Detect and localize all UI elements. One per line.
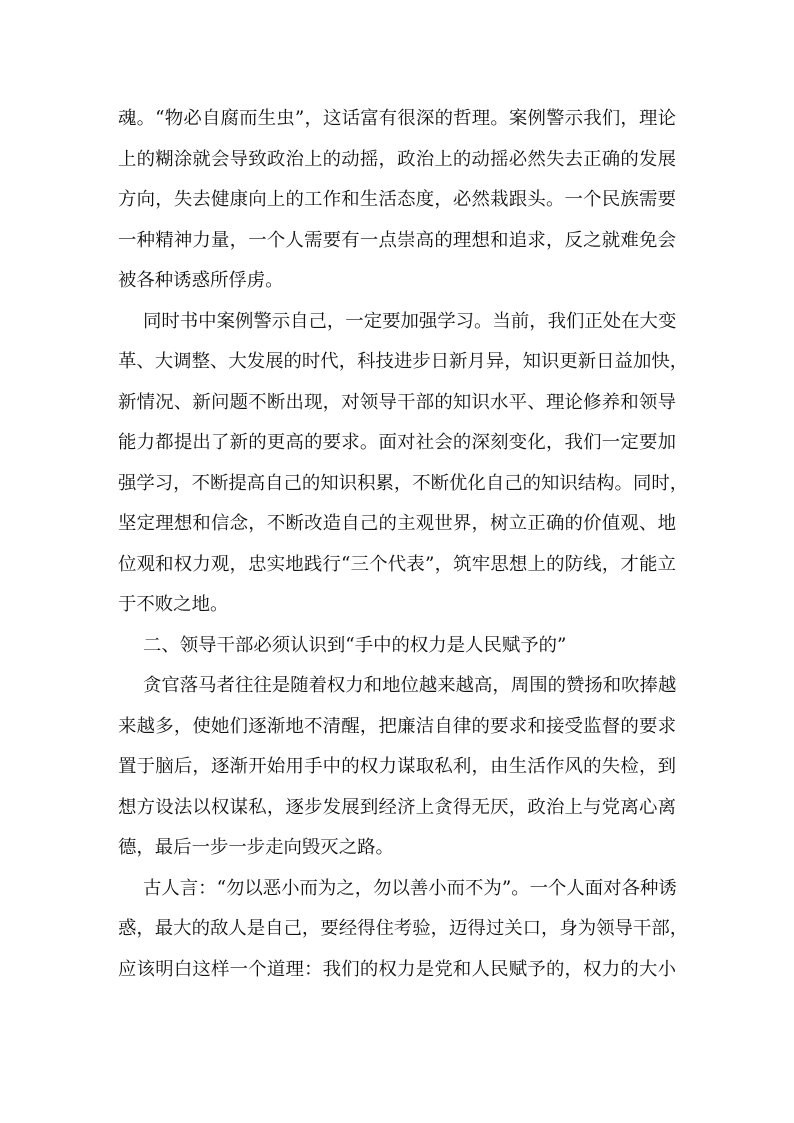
- text-line: 二、领导干部必须认识到“手中的权力是人民赋予的”: [143, 634, 567, 656]
- text-line: 方向，失去健康向上的工作和生活态度，必然栽跟头。一个民族需要: [118, 189, 676, 210]
- text-line: 被各种诱惑所俘虏。: [118, 270, 284, 291]
- text-line: 想方设法以权谋私，逐步发展到经济上贪得无厌，政治上与党离心离: [118, 796, 676, 818]
- text-line: 于不败之地。: [118, 594, 229, 615]
- text-line: 坚定理想和信念，不断改造自己的主观世界，树立正确的价值观、地: [118, 513, 676, 534]
- text-line: 能力都提出了新的更高的要求。面对社会的深刻变化，我们一定要加: [118, 432, 676, 453]
- text-line: 惑，最大的敌人是自己，要经得住考验，迈得过关口，身为领导干部，: [118, 918, 689, 939]
- paragraph: [118, 302, 689, 626]
- paragraph: [118, 666, 676, 869]
- text-line: 来越多，使她们逐渐地不清醒，把廉洁自律的要求和接受监督的要求: [118, 715, 676, 737]
- document-body: [118, 99, 689, 990]
- text-line: 古人言：“勿以恶小而为之，勿以善小而不为”。一个人面对各种诱: [143, 877, 677, 899]
- text-line: 新情况、新问题不断出现，对领导干部的知识水平、理论修养和领导: [118, 391, 676, 413]
- text-line: 强学习，不断提高自己的知识积累，不断优化自己的知识结构。同时，: [118, 472, 689, 494]
- text-line: 一种精神力量，一个人需要有一点崇高的理想和追求，反之就难免会: [118, 229, 676, 251]
- text-line: 置于脑后，逐渐开始用手中的权力谋取私利，由生活作风的失检，到: [118, 756, 676, 777]
- text-line: 应该明白这样一个道理：我们的权力是党和人民赋予的，权力的大小: [118, 958, 676, 980]
- text-line: 位观和权力观，忠实地践行“三个代表”，筑牢思想上的防线，才能立: [118, 553, 676, 575]
- paragraph: [118, 99, 676, 302]
- text-line: 魂。“物必自腐而生虫”，这话富有很深的哲理。案例警示我们，理论: [118, 108, 676, 129]
- text-line: 革、大调整、大发展的时代，科技进步日新月异，知识更新日益加快，: [118, 351, 689, 372]
- text-line: 同时书中案例警示自己，一定要加强学习。当前，我们正处在大变: [143, 310, 677, 332]
- paragraph: [118, 869, 689, 991]
- section-heading: [118, 626, 676, 667]
- text-line: 上的糊涂就会导致政治上的动摇，政治上的动摇必然失去正确的发展: [118, 148, 676, 170]
- text-line: 贪官落马者往往是随着权力和地位越来越高，周围的赞扬和吹捧越: [143, 675, 677, 696]
- text-line: 德，最后一步一步走向毁灭之路。: [118, 837, 394, 858]
